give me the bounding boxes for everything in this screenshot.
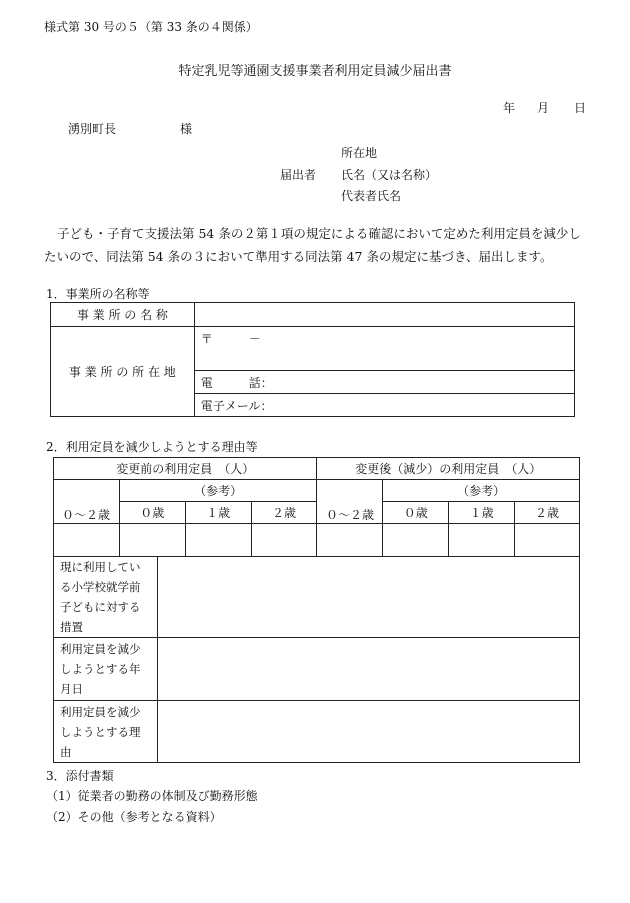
age-col-header: １歳 — [449, 502, 515, 524]
capacity-input[interactable] — [515, 524, 580, 557]
applicant-address-label: 所在地 — [341, 146, 378, 160]
capacity-input[interactable] — [383, 524, 449, 557]
reduction-reason-label: 利用定員を減少しようとする理由 — [54, 701, 158, 763]
age-col-header: ０歳 — [383, 502, 449, 524]
after-reference: （参考） — [383, 480, 580, 502]
capacity-values-table — [53, 523, 580, 557]
age-col-header: ０歳 — [119, 502, 185, 524]
section3-heading: 3．添付書類 — [46, 769, 114, 783]
reason-table — [53, 556, 580, 763]
capacity-input[interactable] — [119, 524, 185, 557]
applicant-role-label: 届出者 — [280, 168, 317, 182]
facility-address-label: 事 業 所 の 所 在 地 — [51, 327, 195, 417]
addressee-honorific: 様 — [180, 122, 193, 136]
phone-field[interactable]: 電 話： — [194, 371, 574, 394]
page-title: 特定乳児等通園支援事業者利用定員減少届出書 — [178, 64, 452, 79]
date-day: 日 — [574, 101, 587, 115]
measures-label: 現に利用している小学校就学前子どもに対する措置 — [54, 557, 158, 638]
capacity-input[interactable] — [251, 524, 317, 557]
before-header: 変更前の利用定員 （人） — [54, 458, 317, 480]
after-header: 変更後（減少）の利用定員 （人） — [317, 458, 580, 480]
facility-name-label: 事 業 所 の 名 称 — [51, 303, 195, 327]
date-month: 月 — [537, 101, 550, 115]
age-col-header: ２歳 — [251, 502, 317, 524]
reduction-date-label: 利用定員を減少しようとする年月日 — [54, 638, 158, 701]
postal-field[interactable]: 〒 － — [194, 327, 574, 371]
attachment-item: （2）その他（参考となる資料） — [46, 810, 222, 824]
applicant-rep-label: 代表者氏名 — [341, 189, 402, 203]
attachment-item: （1）従業者の勤務の体制及び勤務形態 — [46, 789, 258, 803]
reduction-date-field[interactable] — [157, 638, 579, 701]
age-col-header: ２歳 — [515, 502, 580, 524]
reduction-reason-field[interactable] — [157, 701, 579, 763]
section1-heading: 1．事業所の名称等 — [46, 287, 150, 301]
applicant-name-label: 氏名（又は名称） — [341, 168, 438, 182]
body-text: 子ども・子育て支援法第 54 条の２第１項の規定による確認において定めた利用定員を減少したいので、同法第 54 条の３において準用する同法第 47 条の規定に基づき、届出します。 — [44, 226, 581, 264]
capacity-input[interactable] — [449, 524, 515, 557]
capacity-input[interactable] — [185, 524, 251, 557]
age-col-header: ０～２歳 — [325, 508, 374, 522]
section2-heading: 2．利用定員を減少しようとする理由等 — [46, 440, 258, 454]
capacity-input[interactable] — [54, 524, 120, 557]
measures-field[interactable] — [157, 557, 579, 638]
age-col-header: ０～２歳 — [61, 508, 110, 522]
before-reference: （参考） — [119, 480, 317, 502]
addressee-name: 湧別町長 — [68, 122, 117, 136]
facility-table — [50, 302, 575, 417]
date-year: 年 — [503, 101, 516, 115]
facility-name-field[interactable] — [194, 303, 574, 327]
form-label: 様式第 30 号の５（第 33 条の４関係） — [44, 20, 258, 34]
age-col-header: １歳 — [185, 502, 251, 524]
capacity-input[interactable] — [317, 524, 383, 557]
email-field[interactable]: 電子メール： — [194, 394, 574, 417]
